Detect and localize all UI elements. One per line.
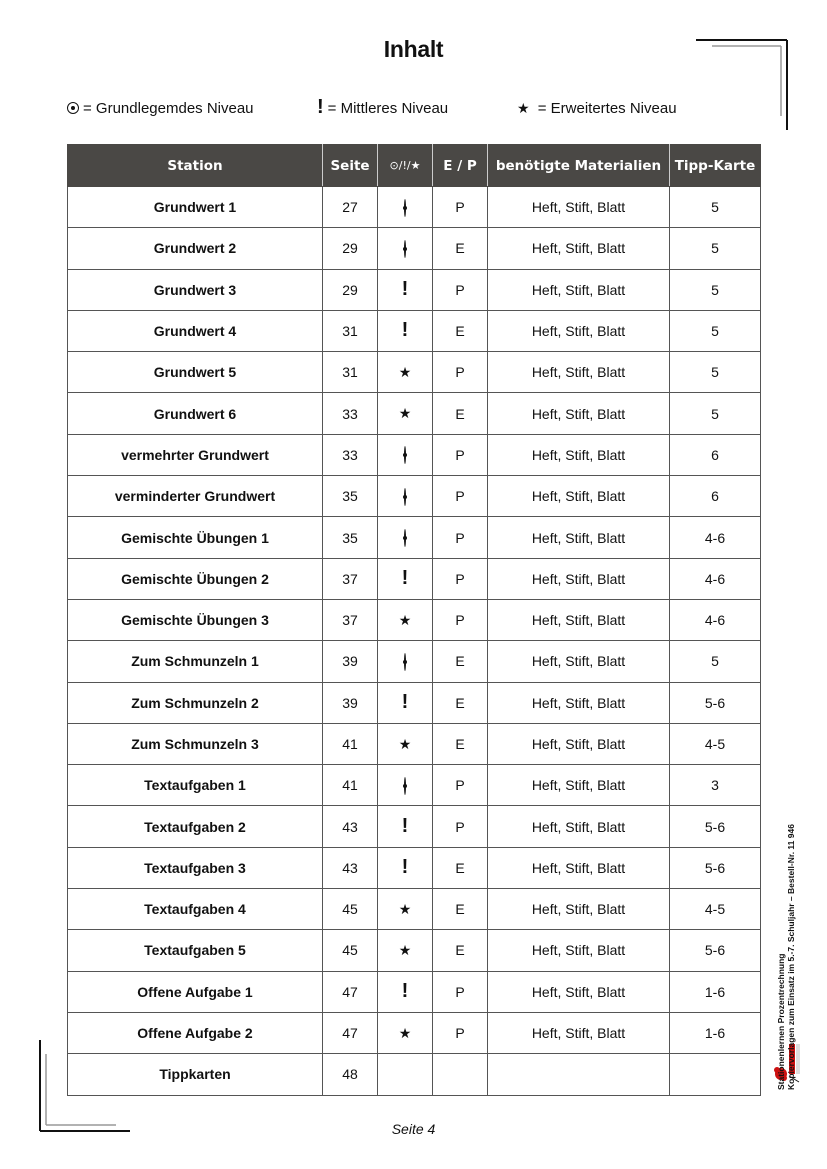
- cell-tipp-karte: 5-6: [670, 806, 761, 847]
- cell-materialien: Heft, Stift, Blatt: [488, 269, 670, 310]
- cell-materialien: Heft, Stift, Blatt: [488, 352, 670, 393]
- table-header-row: [68, 145, 761, 187]
- exclamation-icon: !: [401, 319, 409, 342]
- cell-station: Gemischte Übungen 2: [68, 558, 323, 599]
- cell-tipp-karte: 5-6: [670, 682, 761, 723]
- cell-materialien: Heft, Stift, Blatt: [488, 434, 670, 475]
- cell-ep: P: [433, 558, 488, 599]
- cell-seite: 45: [323, 930, 378, 971]
- cell-materialien: Heft, Stift, Blatt: [488, 599, 670, 640]
- column-header-tipp-karte: Tipp-Karte: [670, 145, 761, 187]
- cell-level: [378, 517, 433, 558]
- cell-tipp-karte: 5-6: [670, 847, 761, 888]
- cell-ep: P: [433, 476, 488, 517]
- exclamation-icon: !: [401, 855, 409, 878]
- cell-ep: P: [433, 599, 488, 640]
- cell-ep: E: [433, 930, 488, 971]
- cell-tipp-karte: 3: [670, 765, 761, 806]
- cell-ep: P: [433, 806, 488, 847]
- column-header-ep: E / P: [433, 145, 488, 187]
- cell-station: Textaufgaben 3: [68, 847, 323, 888]
- table-row: [68, 930, 761, 971]
- table-row: [68, 682, 761, 723]
- cell-materialien: Heft, Stift, Blatt: [488, 723, 670, 764]
- star-icon: ★: [398, 941, 412, 958]
- exclamation-icon: !: [401, 814, 409, 837]
- cell-seite: 39: [323, 641, 378, 682]
- table-row: [68, 310, 761, 351]
- cell-seite: 43: [323, 847, 378, 888]
- table-row: [68, 641, 761, 682]
- legend-item-advanced: ★ = Erweitertes Niveau: [517, 100, 677, 117]
- legend-item-medium: ! = Mittleres Niveau: [317, 96, 449, 118]
- table-row: [68, 723, 761, 764]
- cell-level: [378, 558, 433, 599]
- cell-level: [378, 310, 433, 351]
- target-dot-icon: [404, 240, 406, 258]
- cell-seite: 33: [323, 393, 378, 434]
- star-icon: ★: [398, 735, 412, 752]
- cell-seite: 35: [323, 476, 378, 517]
- cell-level: [378, 434, 433, 475]
- cell-tipp-karte: 1-6: [670, 971, 761, 1012]
- cell-station: Textaufgaben 5: [68, 930, 323, 971]
- cell-tipp-karte: 5: [670, 228, 761, 269]
- cell-seite: 33: [323, 434, 378, 475]
- cell-level: [378, 599, 433, 640]
- cell-level: [378, 476, 433, 517]
- cell-level: [378, 1054, 433, 1095]
- cell-tipp-karte: [670, 1054, 761, 1095]
- cell-station: Gemischte Übungen 1: [68, 517, 323, 558]
- cell-seite: 39: [323, 682, 378, 723]
- target-dot-icon: [404, 199, 406, 217]
- cell-level: [378, 889, 433, 930]
- cell-materialien: Heft, Stift, Blatt: [488, 187, 670, 228]
- cell-materialien: Heft, Stift, Blatt: [488, 310, 670, 351]
- cell-ep: P: [433, 269, 488, 310]
- table-row: [68, 599, 761, 640]
- star-icon: ★: [517, 100, 530, 116]
- table-row: [68, 393, 761, 434]
- cell-level: [378, 228, 433, 269]
- cell-seite: 47: [323, 971, 378, 1012]
- cell-tipp-karte: 5-6: [670, 930, 761, 971]
- exclamation-icon: !: [317, 96, 324, 118]
- cell-tipp-karte: 4-6: [670, 558, 761, 599]
- column-header-materialien: benötigte Materialien: [488, 145, 670, 187]
- exclamation-icon: !: [401, 566, 409, 589]
- table-body: [68, 187, 761, 1096]
- cell-station: Grundwert 2: [68, 228, 323, 269]
- cell-tipp-karte: 5: [670, 310, 761, 351]
- cell-materialien: Heft, Stift, Blatt: [488, 889, 670, 930]
- cell-station: Textaufgaben 1: [68, 765, 323, 806]
- cell-materialien: Heft, Stift, Blatt: [488, 228, 670, 269]
- cell-ep: E: [433, 723, 488, 764]
- cell-tipp-karte: 1-6: [670, 1012, 761, 1053]
- cell-materialien: Heft, Stift, Blatt: [488, 393, 670, 434]
- table-row: [68, 517, 761, 558]
- target-dot-icon: [404, 777, 406, 795]
- cell-station: Grundwert 6: [68, 393, 323, 434]
- column-header-level: ⊙/!/★: [378, 145, 433, 187]
- exclamation-icon: !: [401, 277, 409, 300]
- cell-tipp-karte: 4-6: [670, 517, 761, 558]
- cell-materialien: Heft, Stift, Blatt: [488, 517, 670, 558]
- table-row: [68, 434, 761, 475]
- star-icon: ★: [398, 405, 412, 422]
- cell-materialien: Heft, Stift, Blatt: [488, 1012, 670, 1053]
- table-row: [68, 352, 761, 393]
- cell-tipp-karte: 4-5: [670, 723, 761, 764]
- cell-seite: 31: [323, 310, 378, 351]
- cell-ep: P: [433, 765, 488, 806]
- contents-table: [67, 144, 761, 1096]
- table-row: [68, 889, 761, 930]
- target-dot-icon: [404, 488, 406, 506]
- sidebar-line-2: Kopiervorlagen zum Einsatz im 5.-7. Schuljahr – Bestell-Nr. 11 946: [786, 824, 796, 1090]
- page-number: Seite 4: [391, 1121, 436, 1137]
- star-icon: ★: [398, 611, 412, 628]
- target-dot-icon: [404, 446, 406, 464]
- exclamation-icon: !: [401, 979, 409, 1002]
- target-dot-icon: [67, 102, 79, 114]
- cell-seite: 37: [323, 558, 378, 599]
- target-dot-icon: [404, 653, 406, 671]
- cell-level: [378, 723, 433, 764]
- cell-seite: 29: [323, 269, 378, 310]
- table-row: [68, 1012, 761, 1053]
- cell-seite: 29: [323, 228, 378, 269]
- cell-station: Grundwert 4: [68, 310, 323, 351]
- cell-station: Textaufgaben 2: [68, 806, 323, 847]
- cell-tipp-karte: 6: [670, 434, 761, 475]
- cell-materialien: Heft, Stift, Blatt: [488, 847, 670, 888]
- cell-seite: 41: [323, 765, 378, 806]
- cell-seite: 35: [323, 517, 378, 558]
- cell-ep: P: [433, 971, 488, 1012]
- page-title: Inhalt: [383, 36, 444, 62]
- cell-seite: 47: [323, 1012, 378, 1053]
- cell-station: vermehrter Grundwert: [68, 434, 323, 475]
- cell-seite: 48: [323, 1054, 378, 1095]
- publisher-sidebar-text: [776, 750, 796, 1090]
- cell-ep: E: [433, 847, 488, 888]
- cell-seite: 45: [323, 889, 378, 930]
- cell-materialien: Heft, Stift, Blatt: [488, 476, 670, 517]
- column-header-seite: Seite: [323, 145, 378, 187]
- cell-level: [378, 393, 433, 434]
- cell-station: Textaufgaben 4: [68, 889, 323, 930]
- cell-station: Grundwert 1: [68, 187, 323, 228]
- cell-materialien: Heft, Stift, Blatt: [488, 930, 670, 971]
- cell-station: Offene Aufgabe 1: [68, 971, 323, 1012]
- cell-station: Offene Aufgabe 2: [68, 1012, 323, 1053]
- table-row: [68, 558, 761, 599]
- table-row: [68, 765, 761, 806]
- table-row: [68, 187, 761, 228]
- cell-level: [378, 682, 433, 723]
- cell-seite: 31: [323, 352, 378, 393]
- cell-ep: E: [433, 228, 488, 269]
- cell-level: [378, 806, 433, 847]
- table-row: [68, 971, 761, 1012]
- table-row: [68, 476, 761, 517]
- cell-station: Tippkarten: [68, 1054, 323, 1095]
- cell-seite: 41: [323, 723, 378, 764]
- cell-ep: E: [433, 682, 488, 723]
- cell-station: Gemischte Übungen 3: [68, 599, 323, 640]
- cell-level: [378, 847, 433, 888]
- cell-level: [378, 187, 433, 228]
- cell-level: [378, 1012, 433, 1053]
- cell-station: Zum Schmunzeln 2: [68, 682, 323, 723]
- column-header-station: Station: [68, 145, 323, 187]
- cell-ep: P: [433, 187, 488, 228]
- table-row: [68, 1054, 761, 1095]
- cell-ep: P: [433, 517, 488, 558]
- cell-materialien: Heft, Stift, Blatt: [488, 971, 670, 1012]
- cell-station: Zum Schmunzeln 1: [68, 641, 323, 682]
- cell-tipp-karte: 5: [670, 393, 761, 434]
- cell-materialien: Heft, Stift, Blatt: [488, 641, 670, 682]
- cell-ep: P: [433, 434, 488, 475]
- cell-materialien: Heft, Stift, Blatt: [488, 765, 670, 806]
- cell-level: [378, 352, 433, 393]
- cell-ep: E: [433, 393, 488, 434]
- cell-tipp-karte: 5: [670, 641, 761, 682]
- cell-materialien: Heft, Stift, Blatt: [488, 682, 670, 723]
- table-row: [68, 228, 761, 269]
- cell-materialien: [488, 1054, 670, 1095]
- cell-tipp-karte: 5: [670, 269, 761, 310]
- cell-tipp-karte: 5: [670, 352, 761, 393]
- cell-tipp-karte: 5: [670, 187, 761, 228]
- star-icon: ★: [398, 1024, 412, 1041]
- legend-item-basic: = Grundlegemdes Niveau: [67, 100, 254, 117]
- table-row: [68, 847, 761, 888]
- cell-ep: E: [433, 310, 488, 351]
- cell-seite: 43: [323, 806, 378, 847]
- star-icon: ★: [398, 363, 412, 380]
- cell-level: [378, 971, 433, 1012]
- cell-station: Grundwert 3: [68, 269, 323, 310]
- cell-ep: P: [433, 352, 488, 393]
- cell-level: [378, 641, 433, 682]
- sidebar-line-1: Stationenlernen Prozentrechnung: [776, 953, 786, 1090]
- cell-materialien: Heft, Stift, Blatt: [488, 558, 670, 599]
- star-icon: ★: [398, 900, 412, 917]
- exclamation-icon: !: [401, 690, 409, 713]
- cell-level: [378, 765, 433, 806]
- cell-level: [378, 930, 433, 971]
- cell-materialien: Heft, Stift, Blatt: [488, 806, 670, 847]
- cell-tipp-karte: 4-5: [670, 889, 761, 930]
- cell-level: [378, 269, 433, 310]
- target-dot-icon: [404, 529, 406, 547]
- table-row: [68, 806, 761, 847]
- cell-tipp-karte: 4-6: [670, 599, 761, 640]
- cell-ep: E: [433, 889, 488, 930]
- cell-ep: E: [433, 641, 488, 682]
- cell-seite: 37: [323, 599, 378, 640]
- cell-station: Zum Schmunzeln 3: [68, 723, 323, 764]
- level-legend: [67, 96, 767, 124]
- cell-tipp-karte: 6: [670, 476, 761, 517]
- cell-ep: P: [433, 1012, 488, 1053]
- table-row: [68, 269, 761, 310]
- cell-seite: 27: [323, 187, 378, 228]
- cell-ep: [433, 1054, 488, 1095]
- cell-station: verminderter Grundwert: [68, 476, 323, 517]
- cell-station: Grundwert 5: [68, 352, 323, 393]
